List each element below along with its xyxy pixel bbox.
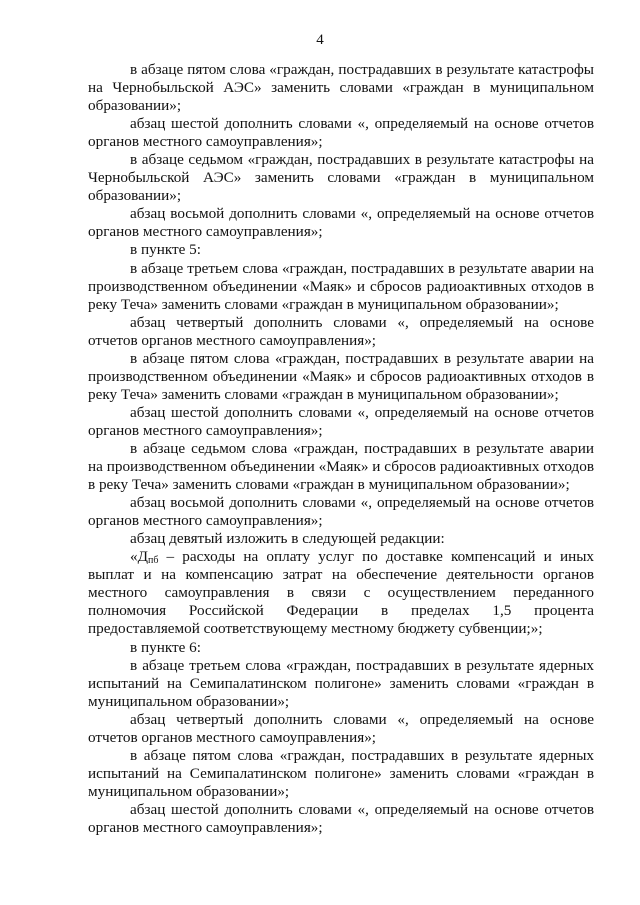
paragraph-5: в пункте 5: <box>130 241 201 259</box>
page-number: 4 <box>316 32 324 48</box>
formula-paragraph <box>88 548 594 638</box>
paragraph-2: абзац шестой дополнить словами «, определяемый на основе отчетов органов местного самоуправления»; <box>88 115 594 151</box>
paragraph-7: абзац четвертый дополнить словами «, определяемый на основе отчетов органов местного самоуправления»; <box>88 313 594 349</box>
paragraph-1: в абзаце пятом слова «граждан, пострадавших в результате катастрофы на Чернобыльской АЭС» заменить словами «граждан в муниципальном образовании»; <box>88 61 594 115</box>
paragraph-4: абзац восьмой дополнить словами «, определяемый на основе отчетов органов местного самоуправления»; <box>88 205 594 241</box>
formula-open: «Д <box>130 548 148 566</box>
paragraph-17: в абзаце пятом слова «граждан, пострадавших в результате ядерных испытаний на Семипалатинском полигоне» заменить словами «граждан в муниципальном образовании»; <box>88 746 594 800</box>
paragraph-10: в абзаце седьмом слова «граждан, пострадавших в результате аварии на производственном объединении «Маяк» и сбросов радиоактивных отходов в реку Теча» заменить словами «граждан в муниципальном образовании»; <box>88 439 594 494</box>
paragraph-9: абзац шестой дополнить словами «, определяемый на основе отчетов органов местного самоуправления»; <box>88 403 594 439</box>
formula-subscript: пб <box>147 555 159 567</box>
paragraph-8: в абзаце пятом слова «граждан, пострадавших в результате аварии на производственном объединении «Маяк» и сбросов радиоактивных отходов в реку Теча» заменить словами «граждан в муниципальном образовании»; <box>88 349 594 403</box>
paragraph-15: в абзаце третьем слова «граждан, пострадавших в результате ядерных испытаний на Семипалатинском полигоне» заменить словами «граждан в муниципальном образовании»; <box>88 656 594 710</box>
paragraph-12: абзац девятый изложить в следующей редакции: <box>130 530 445 548</box>
paragraph-3: в абзаце седьмом «граждан, пострадавших в результате катастрофы на Чернобыльской АЭС» заменить словами «граждан в муниципальном образовании»; <box>88 151 594 205</box>
formula-text: – расходы на оплату услуг по доставке компенсаций и иных выплат и на компенсацию затрат на обеспечение деятельности органов местного самоуправления в связи с осуществлением переданного полномочия Российской Федерации в пределах 1,5 процента предоставляемой соответствующему местному бюджету субвенции;»; <box>88 548 594 638</box>
paragraph-11: абзац восьмой дополнить словами «, определяемый на основе отчетов органов местного самоуправления»; <box>88 494 594 530</box>
paragraph-16: абзац четвертый дополнить словами «, определяемый на основе отчетов органов местного самоуправления»; <box>88 710 594 746</box>
paragraph-18: абзац шестой дополнить словами «, определяемый на основе отчетов органов местного самоуправления»; <box>88 800 594 836</box>
paragraph-6: в абзаце третьем слова «граждан, пострадавших в результате аварии на производственном объединении «Маяк» и сбросов радиоактивных отходов в реку Теча» заменить словами «граждан в муниципальном образовании»; <box>88 259 594 313</box>
document-body <box>88 61 594 837</box>
paragraph-14: в пункте 6: <box>130 638 201 656</box>
